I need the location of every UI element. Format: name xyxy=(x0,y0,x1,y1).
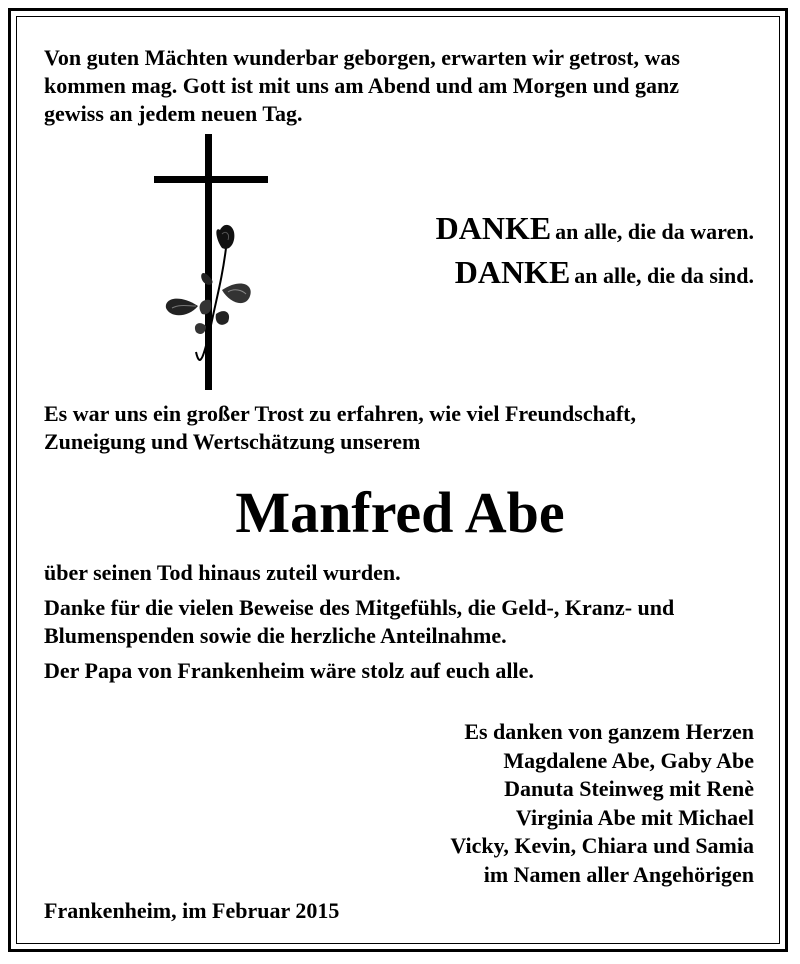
place-date: Frankenheim, im Februar 2015 xyxy=(44,898,340,923)
intro-line: kommen mag. Gott ist mit uns am Abend und am Morgen und ganz xyxy=(44,73,680,98)
thanks-line-2 xyxy=(455,254,754,291)
signatory-line: Es danken von ganzem Herzen xyxy=(464,719,754,744)
trost-paragraph xyxy=(44,400,636,456)
thanks-text: an alle, die da waren. xyxy=(555,219,754,244)
cross-icon xyxy=(150,130,280,395)
signatory-line: Magdalene Abe, Gaby Abe xyxy=(503,747,754,773)
thanks-emphasis: DANKE xyxy=(454,254,571,290)
intro-line: gewiss an jedem neuen Tag. xyxy=(44,101,303,126)
signatory-line: Danuta Steinweg mit Renè xyxy=(504,776,754,801)
intro-line: Von guten Mächten wunderbar geborgen, erwarten wir getrost, was xyxy=(44,45,680,70)
signatory-line: Vicky, Kevin, Chiara und Samia xyxy=(450,833,754,858)
thanks-text: an alle, die da sind. xyxy=(574,263,754,288)
thanks-line-1 xyxy=(436,210,754,247)
danke-line: Blumenspenden sowie die herzliche Anteilnahme. xyxy=(44,623,507,648)
danke-paragraph xyxy=(44,594,674,650)
trost-line: Zuneigung und Wertschätzung unserem xyxy=(44,429,421,454)
signatory-line: im Namen aller Angehörigen xyxy=(483,861,754,887)
thanks-emphasis: DANKE xyxy=(435,210,552,246)
deceased-name: Manfred Abe xyxy=(235,480,565,545)
danke-line: Danke für die vielen Beweise des Mitgefühls, die Geld-, Kranz- und xyxy=(44,595,675,620)
after-name-line: über seinen Tod hinaus zuteil wurden. xyxy=(44,560,401,585)
signatories xyxy=(450,718,754,889)
intro-verse xyxy=(44,44,680,128)
papa-line: Der Papa von Frankenheim wäre stolz auf euch alle. xyxy=(44,658,534,683)
trost-line: Es war uns ein großer Trost zu erfahren, wie viel Freundschaft, xyxy=(44,401,636,426)
signatory-line: Virginia Abe mit Michael xyxy=(515,804,754,830)
